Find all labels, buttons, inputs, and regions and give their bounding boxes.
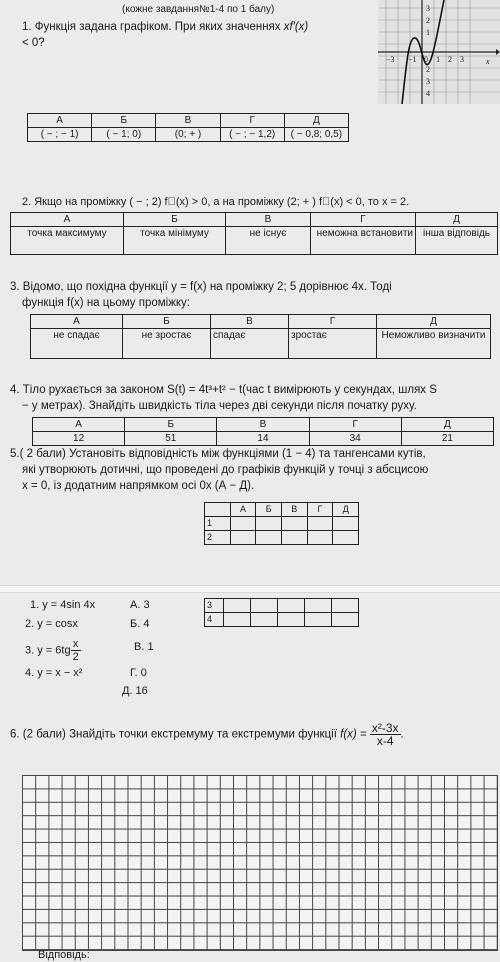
q5-match-grid-continued [204,598,359,627]
q5-match-grid [204,502,359,545]
worksheet-header: (кожне завдання№1-4 по 1 балу) [122,4,275,15]
answer-cell-a: 12 [33,432,125,446]
header-cell: В [156,114,220,128]
q2-answer-table [10,212,498,255]
header-cell: Д [333,503,359,517]
header-cell: Б [123,315,211,329]
table-row [205,599,359,613]
answer-cell-c: спадає [211,329,289,359]
answer-cell-e: Неможливо визначити [377,329,491,359]
q5-line3: x = 0, із додатним напрямком осі 0x (А − Д). [22,480,255,492]
header-cell: А [11,213,124,227]
table-row [205,613,359,627]
q3-line2: функція f(x) на цьому проміжку: [22,297,191,309]
y-tick: 1 [426,28,430,37]
header-cell: Г [289,315,377,329]
header-cell: Д [377,315,491,329]
answer-cell-a: не спадає [31,329,123,359]
row-label: 1 [205,517,231,531]
answer-option-a: А. 3 [130,599,150,611]
answer-slot[interactable] [251,613,278,627]
answer-option-d: Г. 0 [130,667,147,679]
page-divider [0,585,500,593]
header-cell: А [33,418,125,432]
q4-line1: 4. Тіло рухається за законом S(t) = 4t³+t² − t(час t вимірюють у секундах, шлях S [10,384,437,396]
x-axis-label: x [486,57,490,66]
tg-fraction: $\frac{x}{2}$ [72,638,79,663]
header-cell: Г [220,114,284,128]
q5-line2: які утворюють дотичні, що проведені до графіків функцій у точці з абсцисою [22,464,429,476]
table-row [205,517,359,531]
answer-slot[interactable] [230,531,256,545]
answer-cell-d: ( − ; − 1,2) [220,128,284,142]
answer-cell-e: 21 [401,432,493,446]
answer-cell-a: ( − ; − 1) [28,128,92,142]
answer-cell-a: точка максимуму [11,227,124,255]
x-tick: 0 [424,55,428,64]
answer-slot[interactable] [224,613,251,627]
q1-answer-table [27,113,349,142]
x-tick: 2 [448,55,452,64]
answer-cell-d: зростає [289,329,377,359]
function-3: 3. y = 6tg $\frac{x}{2}$ [25,638,79,663]
answer-cell-c: не існує [226,227,311,255]
answer-option-e: Д. 16 [122,685,148,697]
function-1: 1. y = 4sin 4x [30,599,96,611]
header-cell: Д [401,418,493,432]
answer-slot[interactable] [333,531,359,545]
table-row [28,128,349,142]
answer-option-b: Б. 4 [130,618,150,630]
answer-slot[interactable] [281,531,307,545]
header-cell: Д [416,213,498,227]
answer-slot[interactable] [305,599,332,613]
header-cell: В [281,503,307,517]
table-header-row [11,213,498,227]
answer-option-c: В. 1 [134,641,154,653]
answer-cell-e: ( − 0,8; 0,5) [284,128,348,142]
row-label: 3 [205,599,224,613]
q6-text: 6. (2 бали) Знайдіть точки екстремуму та екстремуми функції f(x) = $\frac{\text{x²-3x}}{x-4}$ . [10,721,404,748]
answer-cell-c: (0; + ) [156,128,220,142]
y-tick: 3 [426,4,430,13]
header-cell: Г [309,418,401,432]
header-cell: Г [307,503,333,517]
answer-cell-e: інша відповідь [416,227,498,255]
answer-slot[interactable] [224,599,251,613]
answer-slot[interactable] [333,517,359,531]
table-row [205,531,359,545]
answer-slot[interactable] [305,613,332,627]
q3-line1: 3. Відомо, що похідна функції y = f(x) на проміжку 2; 5 дорівнює 4x. Тоді [10,281,392,293]
y-tick: 2 [426,16,430,25]
header-cell: В [211,315,289,329]
answer-slot[interactable] [278,613,305,627]
table-row [11,227,498,255]
table-row [31,329,491,359]
x-tick: −1 [408,55,417,64]
answer-slot[interactable] [278,599,305,613]
header-cell: Б [92,114,156,128]
answer-slot[interactable] [332,599,359,613]
answer-label: Відповідь: [38,949,90,961]
header-cell: Д [284,114,348,128]
table-header-row [33,418,494,432]
header-cell: А [230,503,256,517]
answer-cell-d: неможна встановити [311,227,416,255]
function-2: 2. y = cosx [25,618,78,630]
answer-slot[interactable] [256,517,282,531]
answer-slot[interactable] [332,613,359,627]
header-cell: Б [125,418,217,432]
row-label: 2 [205,531,231,545]
header-cell: Б [256,503,282,517]
answer-cell-b: ( − 1; 0) [92,128,156,142]
answer-slot[interactable] [307,531,333,545]
q4-line2: − у метрах). Знайдіть швидкість тіла через дві секунди після початку руху. [22,400,417,412]
header-cell: Б [124,213,226,227]
header-cell: Г [311,213,416,227]
answer-cell-b: точка мінімуму [124,227,226,255]
answer-cell-b: не зростає [123,329,211,359]
answer-cell-c: 14 [217,432,309,446]
header-cell: А [31,315,123,329]
row-label: 4 [205,613,224,627]
answer-cell-b: 51 [125,432,217,446]
answer-slot[interactable] [307,517,333,531]
function-graph [378,0,500,104]
table-header-row [28,114,349,128]
q4-answer-table [32,417,494,446]
y-tick: 4 [426,89,430,98]
x-tick: 3 [460,55,464,64]
y-tick: 2 [426,65,430,74]
answer-grid[interactable] [22,775,498,951]
q1-line2: < 0? [22,37,45,49]
header-cell: А [28,114,92,128]
table-header-row [31,315,491,329]
header-cell: В [226,213,311,227]
q6-fraction: $\frac{\text{x²-3x}}{x-4}$ [371,721,399,748]
answer-slot[interactable] [251,599,278,613]
y-tick: 3 [426,77,430,86]
answer-cell-d: 34 [309,432,401,446]
header-cell: В [217,418,309,432]
answer-slot[interactable] [281,517,307,531]
header-cell [205,503,231,517]
q2-text: 2. Якщо на проміжку ( − ; 2) f (x) > 0, а на проміжку (2; + ) f (x) < 0, то x = 2. [22,196,410,208]
q3-answer-table [30,314,491,359]
q1-math: xf′(x) [283,21,309,33]
table-row [33,432,494,446]
q1-line1: 1. Функція задана графіком. При яких значеннях xf′(x) [22,21,309,33]
q5-line1: 5.( 2 бали) Установіть відповідність між функціями (1 − 4) та тангенсами кутів, [10,448,426,460]
function-4: 4. y = x − x² [25,667,83,679]
x-tick: 1 [436,55,440,64]
answer-slot[interactable] [230,517,256,531]
table-header-row [205,503,359,517]
x-tick: −3 [386,55,395,64]
answer-slot[interactable] [256,531,282,545]
